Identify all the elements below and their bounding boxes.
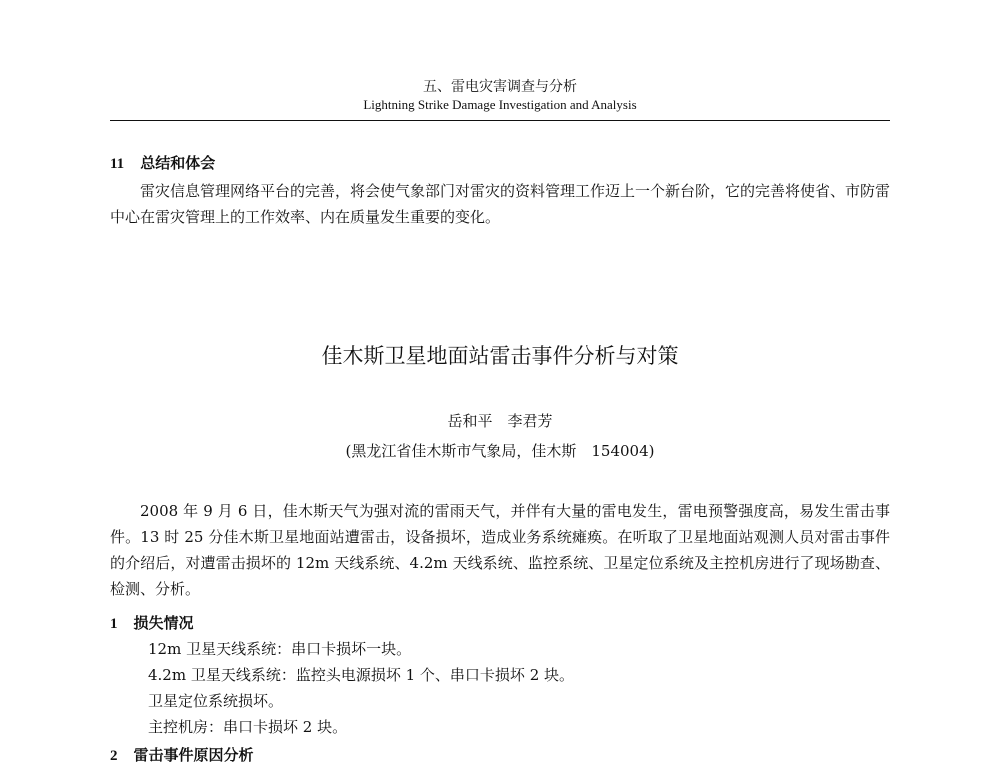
list-item: 卫星定位系统损坏。 [148, 692, 284, 710]
running-head-english: Lightning Strike Damage Investigation and Analysis [363, 97, 637, 112]
article-authors: 岳和平 李君芳 [447, 412, 553, 430]
section-11-paragraph [110, 178, 890, 230]
loss-list [148, 636, 574, 740]
article-affiliation: (黑龙江省佳木斯市气象局，佳木斯 154004) [345, 442, 655, 460]
intro-body: 2008 年 9 月 6 日，佳木斯天气为强对流的雷雨天气，并伴有大量的雷电发生，雷电预警强度高，易发生雷击事件。13 时 25 分佳木斯卫星地面站遭雷击，设备损坏，造成业务系统瘫痪。在听取了卫星地面站观测人员对雷击事件的介绍后，对遭雷击损坏的 12m 天线系统、4.2m 天线系统、监控系统、卫星定位系统及主控机房进行了现场勘查、检测、分析。 [110, 502, 890, 598]
section-11-title: 总结和体会 [140, 154, 216, 172]
list-item: 12m 卫星天线系统：串口卡损坏一块。 [148, 640, 412, 658]
intro-paragraph [110, 498, 890, 602]
section-11-number: 11 [110, 156, 125, 172]
section-2-title: 雷击事件原因分析 [133, 746, 254, 764]
article-title: 佳木斯卫星地面站雷击事件分析与对策 [321, 344, 679, 368]
section-11-heading [110, 152, 215, 173]
running-head-chinese: 五、雷电灾害调查与分析 [423, 79, 577, 95]
section-11-body: 雷灾信息管理网络平台的完善，将会使气象部门对雷灾的资料管理工作迈上一个新台阶，它的完善将使省、市防雷中心在雷灾管理上的工作效率、内在质量发生重要的变化。 [110, 182, 891, 226]
running-head [0, 78, 1000, 113]
header-rule [110, 120, 890, 121]
section-1-number: 1 [110, 616, 118, 632]
section-2-heading [110, 744, 254, 765]
section-1-title: 损失情况 [133, 614, 194, 632]
section-1-heading [110, 612, 194, 633]
section-2-number: 2 [110, 748, 118, 764]
list-item: 主控机房：串口卡损坏 2 块。 [148, 718, 348, 736]
list-item: 4.2m 卫星天线系统：监控头电源损坏 1 个、串口卡损坏 2 块。 [148, 666, 575, 684]
